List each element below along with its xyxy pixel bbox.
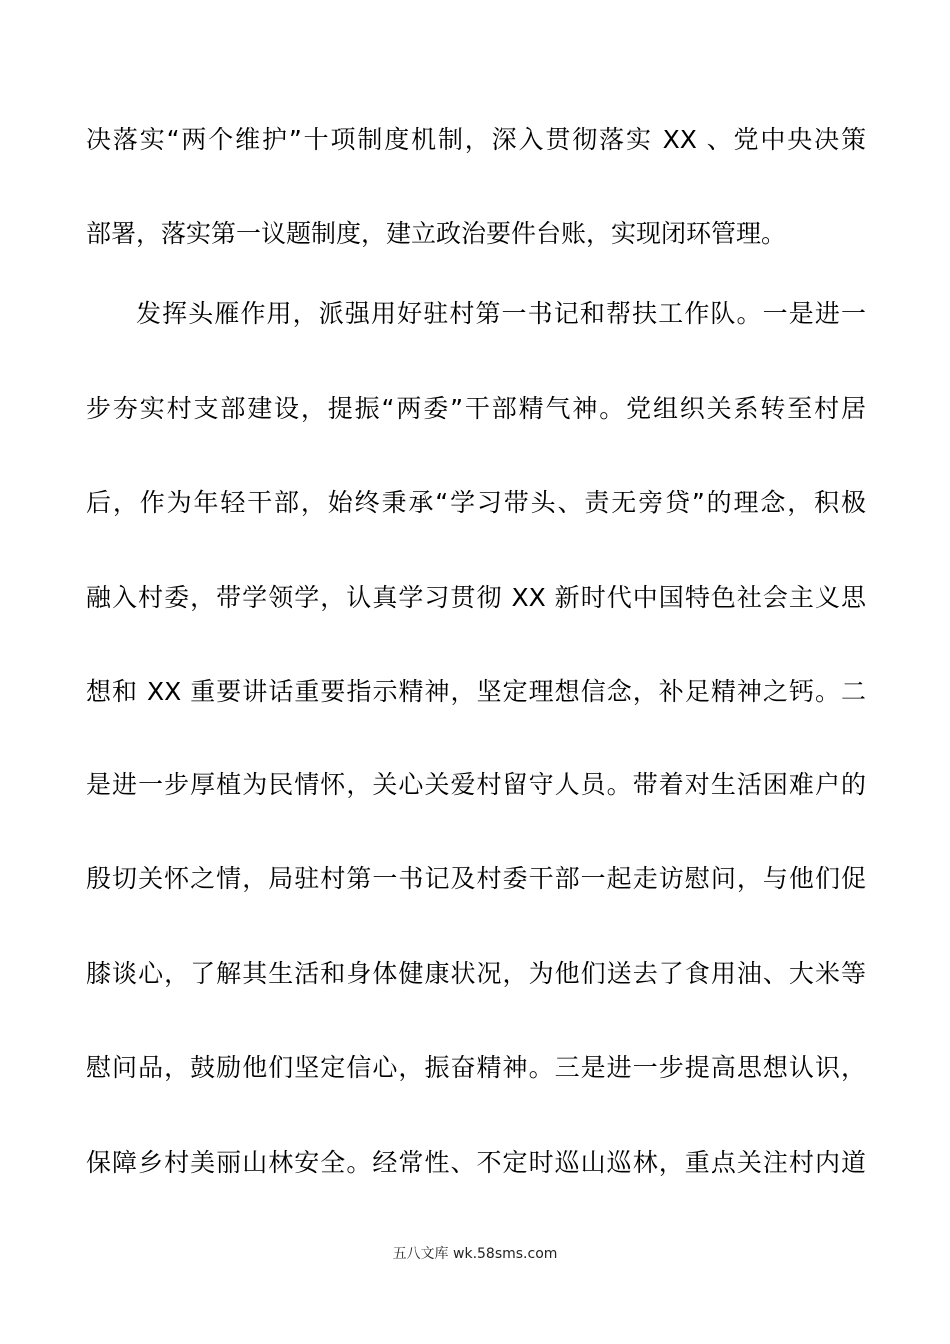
paragraph-line: 步夯实村支部建设，提振“两委”干部精气神。党组织关系转至村居 [86, 394, 866, 423]
page-footer: 五八文库 wk.58sms.com [392, 1246, 558, 1262]
paragraph-line: 是进一步厚植为民情怀，关心关爱村留守人员。带着对生活困难户的 [86, 770, 866, 799]
paragraph-line: 融入村委，带学领学，认真学习贯彻 XX 新时代中国特色社会主义思 [86, 583, 866, 612]
paragraph-line: 殷切关怀之情，局驻村第一书记及村委干部一起走访慰问，与他们促 [86, 864, 866, 893]
paragraph-line: 决落实“两个维护”十项制度机制，深入贯彻落实 XX 、党中央决策 [86, 125, 866, 154]
paragraph-line: 部署，落实第一议题制度，建立政治要件台账，实现闭环管理。 [86, 219, 787, 248]
paragraph-line: 想和 XX 重要讲话重要指示精神，坚定理想信念，补足精神之钙。二 [86, 677, 866, 706]
paragraph-line: 发挥头雁作用，派强用好驻村第一书记和帮扶工作队。一是进一 [136, 299, 866, 328]
paragraph-line: 膝谈心，了解其生活和身体健康状况，为他们送去了食用油、大米等 [86, 959, 866, 988]
paragraph-line: 后，作为年轻干部，始终秉承“学习带头、责无旁贷”的理念，积极 [86, 488, 866, 517]
paragraph-line: 保障乡村美丽山林安全。经常性、不定时巡山巡林，重点关注村内道 [86, 1148, 866, 1177]
paragraph-line: 慰问品，鼓励他们坚定信心，振奋精神。三是进一步提高思想认识， [86, 1053, 866, 1082]
